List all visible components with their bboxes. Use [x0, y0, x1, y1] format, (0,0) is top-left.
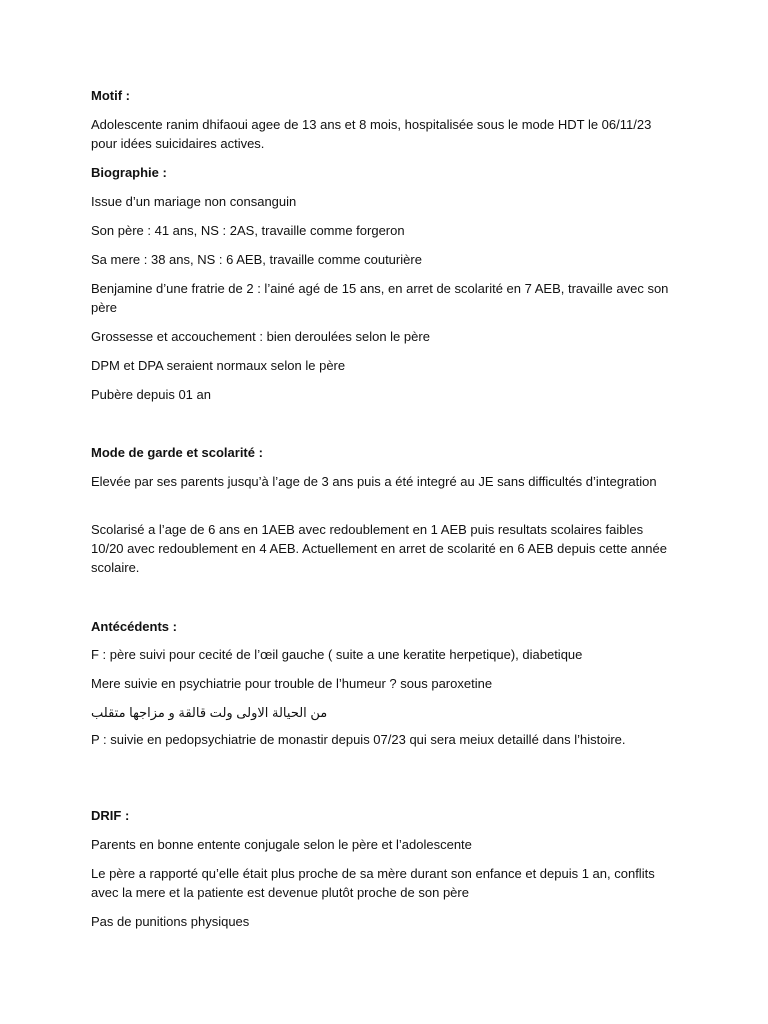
garde-line: Elevée par ses parents jusqu’à l’age de 3 ans puis a été integré au JE sans difficultés d’integration [91, 474, 657, 489]
biographie-line: Benjamine d’une fratrie de 2 : l’ainé agé de 15 ans, en arret de scolarité en 7 AEB, travaille avec son père [91, 281, 669, 315]
motif-text: Adolescente ranim dhifaoui agee de 13 ans et 8 mois, hospitalisée sous le mode HDT le 06/11/23 pour idées suicidaires actives. [91, 117, 652, 151]
drif-line: Parents en bonne entente conjugale selon le père et l’adolescente [91, 837, 472, 852]
antecedents-heading: Antécédents : [91, 619, 177, 634]
antecedents-line: Mere suivie en psychiatrie pour trouble de l’humeur ? sous paroxetine [91, 676, 493, 691]
antecedents-line: P : suivie en pedopsychiatrie de monastir depuis 07/23 qui sera meiux detaillé dans l’histoire. [91, 732, 626, 747]
garde-line: Scolarisé a l’age de 6 ans en 1AEB avec redoublement en 1 AEB puis resultats scolaires faibles 10/20 avec redoublement en 4 AEB. Actuellement en arret de scolarité en 6 AEB depuis cette année scolaire. [91, 522, 667, 575]
biographie-heading: Biographie : [91, 165, 167, 180]
biographie-line: Issue d’un mariage non consanguin [91, 194, 297, 209]
drif-line: Le père a rapporté qu’elle était plus proche de sa mère durant son enfance et depuis 1 an, conflits avec la mere et la patiente est devenue plutôt proche de son père [91, 866, 655, 900]
garde-heading: Mode de garde et scolarité : [91, 445, 263, 460]
drif-line: Pas de punitions physiques [91, 914, 250, 929]
drif-heading: DRIF : [91, 808, 130, 823]
biographie-line: Sa mere : 38 ans, NS : 6 AEB, travaille comme couturière [91, 252, 422, 267]
biographie-line: Son père : 41 ans, NS : 2AS, travaille comme forgeron [91, 223, 405, 238]
biographie-line: Pubère depuis 01 an [91, 387, 211, 402]
antecedents-line: F : père suivi pour cecité de l’œil gauche ( suite a une keratite herpetique), diabetique [91, 647, 583, 662]
biographie-line: DPM et DPA seraient normaux selon le père [91, 358, 346, 373]
motif-heading: Motif : [91, 88, 130, 103]
biographie-line: Grossesse et accouchement : bien deroulées selon le père [91, 329, 430, 344]
antecedents-arabic-line: من الحيالة الاولى ولت قالقة و مزاجها متقلب [91, 705, 328, 720]
